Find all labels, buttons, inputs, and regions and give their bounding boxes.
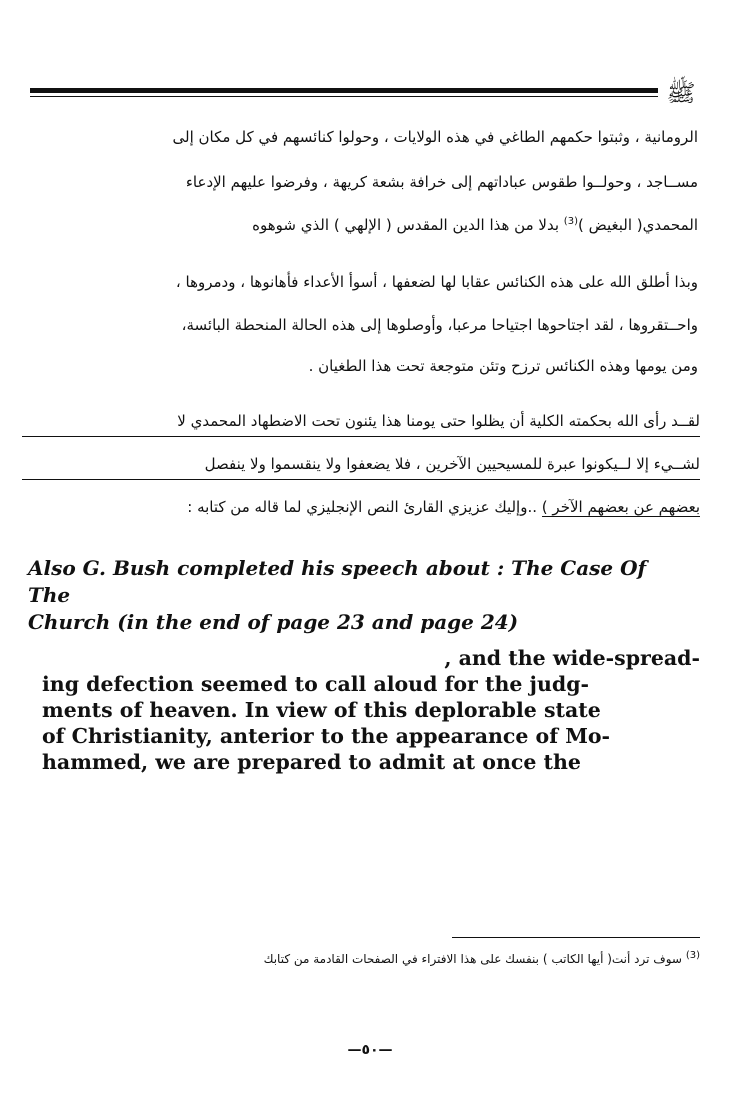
prophet-honorific-ornament: ﷺ	[666, 79, 696, 107]
english-excerpt-line1: , and the wide-spread-	[444, 646, 700, 670]
arabic-p3-line1: لقــد رأى الله بحكمته الكلية أن يظلوا حتى يومنا هذا يئنون تحت الاضطهاد المحمدي لا	[22, 412, 700, 437]
english-excerpt	[42, 645, 700, 775]
english-caption-line1: Also G. Bush completed his speech about : The Case Of The	[28, 556, 647, 607]
header-rule-thin	[30, 96, 658, 97]
english-caption-line2: Church (in the end of page 23 and page 24)	[28, 610, 519, 634]
header-rule-thick	[30, 88, 658, 93]
arabic-p3-line3	[22, 498, 700, 516]
arabic-p1-line1: الرومانية ، وثبتوا حكمهم الطاغي في هذه الولايات ، وحولوا كنائسهم في كل مكان إلى	[172, 128, 698, 146]
arabic-p2-line3: ومن يومها وهذه الكنائس ترزح وتئن متوجعة تحت هذا الطغيان .	[308, 357, 698, 375]
arabic-p1-line2: مســاجد ، وحولــوا طقوس عباداتهم إلى خرافة بشعة كريهة ، وفرضوا عليهم الإدعاء	[185, 173, 698, 191]
arabic-p1-line3a: المحمدي( البغيض )	[577, 216, 698, 234]
english-caption	[28, 555, 688, 636]
arabic-p1-line3	[26, 216, 698, 234]
footnote-number: (3)	[685, 950, 700, 961]
footnote	[170, 950, 700, 966]
page-number: —٥٠—	[347, 1042, 393, 1058]
arabic-p3-line3-underlined: بعضهم عن بعضهم الآخر )	[541, 498, 700, 516]
arabic-p3-line3-rest: ..وإليك عزيزي القارئ النص الإنجليزي لما قاله من كتابه :	[187, 498, 538, 516]
footnote-rule	[452, 937, 700, 938]
arabic-p1-line3b: بدلا من هذا الدين المقدس ( الإلهي ) الذي شوهوه	[252, 216, 564, 234]
english-excerpt-line3: ments of heaven. In view of this deplorable state	[42, 698, 601, 722]
english-excerpt-line5: hammed, we are prepared to admit at once the	[42, 750, 581, 774]
arabic-p2-line2: واحــتقروها ، لقد اجتاحوها اجتياحا مرعبا، وأوصلوها إلى هذه الحالة المنحطة البائسة،	[181, 316, 698, 334]
footnote-text: سوف ترد أنت( أيها الكاتب ) بنفسك على هذا الافتراء في الصفحات القادمة من كتابك	[263, 952, 682, 966]
footnote-ref-marker: (3)	[563, 216, 578, 227]
english-excerpt-line2: ing defection seemed to call aloud for the judg-	[42, 672, 590, 696]
arabic-p3-line2: لشــيء إلا لــيكونوا عبرة للمسيحيين الآخرين ، فلا يضعفوا ولا ينقسموا ولا ينفصل	[22, 455, 700, 480]
arabic-p2-line1: وبذا أطلق الله على هذه الكنائس عقابا لها لضعفها ، أسوأ الأعداء فأهانوها ، ودمروها ،	[175, 273, 698, 291]
english-excerpt-line4: of Christianity, anterior to the appearance of Mo-	[42, 724, 611, 748]
